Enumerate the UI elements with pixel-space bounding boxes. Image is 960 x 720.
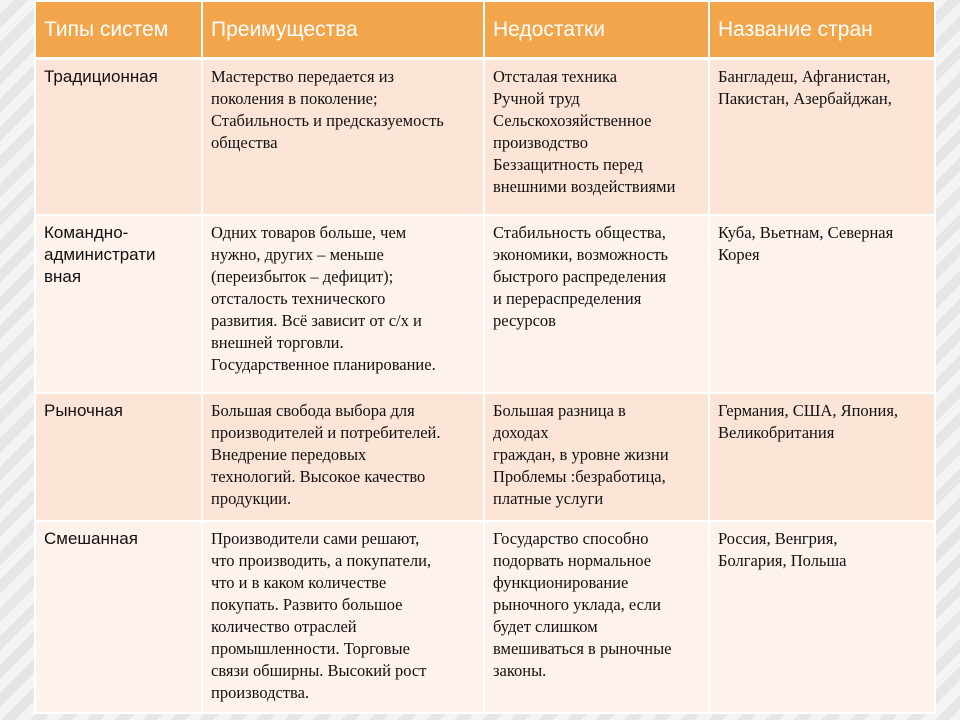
cell-countries: [709, 59, 935, 216]
cell-line: Одних товаров больше, чем: [211, 223, 407, 242]
cell-line: количество отраслей: [211, 617, 357, 636]
cell-line: подорвать нормальное: [493, 551, 652, 570]
cell-line: Рыночная: [44, 401, 123, 420]
table-row: [35, 521, 935, 713]
cell-line: доходах: [493, 423, 549, 442]
cell-line: вмешиваться в рыночные: [493, 639, 672, 658]
cell-line: промышленности. Торговые: [211, 639, 410, 658]
cell-line: Корея: [718, 245, 760, 264]
table-row: [35, 393, 935, 521]
cell-line: что производить, а покупатели,: [211, 551, 432, 570]
cell-line: Сельскохозяйственное: [493, 111, 652, 130]
cell-line: производства.: [211, 683, 310, 702]
cell-line: рыночного уклада, если: [493, 595, 662, 614]
cell-line: внешней торговли.: [211, 333, 344, 352]
cell-advantages: [202, 521, 484, 713]
cell-line: экономики, возможность: [493, 245, 669, 264]
cell-line: общества: [211, 133, 278, 152]
cell-system-type: [35, 521, 202, 713]
cell-line: производителей и потребителей.: [211, 423, 441, 442]
cell-line: Внедрение передовых: [211, 445, 367, 464]
cell-disadvantages: [484, 59, 709, 216]
cell-line: администрати: [44, 245, 156, 264]
table-row: [35, 59, 935, 216]
cell-advantages: [202, 215, 484, 393]
cell-line: Пакистан, Азербайджан,: [718, 89, 892, 108]
cell-line: Стабильность общества,: [493, 223, 666, 242]
cell-line: будет слишком: [493, 617, 598, 636]
cell-line: функционирование: [493, 573, 629, 592]
cell-line: Государство способно: [493, 529, 649, 548]
economic-systems-table: [34, 0, 936, 714]
cell-system-type: [35, 215, 202, 393]
cell-countries: [709, 521, 935, 713]
cell-line: поколения в поколение;: [211, 89, 378, 108]
cell-advantages: [202, 393, 484, 521]
cell-line: нужно, других – меньше: [211, 245, 384, 264]
cell-line: вная: [44, 267, 82, 286]
cell-line: развития. Всё зависит от с/х и: [211, 311, 422, 330]
cell-line: покупать. Развито большое: [211, 595, 403, 614]
cell-line: платные услуги: [493, 489, 604, 508]
cell-system-type: [35, 393, 202, 521]
cell-line: Отсталая техника: [493, 67, 618, 86]
cell-line: Традиционная: [44, 67, 158, 86]
table-row: [35, 215, 935, 393]
header-disadvantages: Недостатки: [484, 1, 709, 59]
header-system-types: Типы систем: [35, 1, 202, 59]
cell-line: Производители сами решают,: [211, 529, 420, 548]
cell-line: Ручной труд: [493, 89, 580, 108]
cell-line: Великобритания: [718, 423, 835, 442]
cell-disadvantages: [484, 215, 709, 393]
cell-line: законы.: [493, 661, 547, 680]
cell-line: ресурсов: [493, 311, 556, 330]
cell-line: и перераспределения: [493, 289, 642, 308]
cell-disadvantages: [484, 393, 709, 521]
cell-line: (переизбыток – дефицит);: [211, 267, 394, 286]
cell-advantages: [202, 59, 484, 216]
cell-line: граждан, в уровне жизни: [493, 445, 669, 464]
cell-line: Стабильность и предсказуемость: [211, 111, 444, 130]
cell-line: технологий. Высокое качество: [211, 467, 426, 486]
cell-countries: [709, 215, 935, 393]
cell-line: продукции.: [211, 489, 292, 508]
cell-line: Государственное планирование.: [211, 355, 436, 374]
cell-countries: [709, 393, 935, 521]
cell-system-type: [35, 59, 202, 216]
cell-line: Смешанная: [44, 529, 138, 548]
cell-line: что и в каком количестве: [211, 573, 387, 592]
cell-line: внешними воздействиями: [493, 177, 676, 196]
cell-line: производство: [493, 133, 588, 152]
cell-line: Бангладеш, Афганистан,: [718, 67, 891, 86]
cell-line: Командно-: [44, 223, 129, 242]
cell-line: Болгария, Польша: [718, 551, 847, 570]
header-countries: Название стран: [709, 1, 935, 59]
cell-line: Беззащитность перед: [493, 155, 643, 174]
slide: [34, 0, 934, 706]
cell-disadvantages: [484, 521, 709, 713]
cell-line: отсталость технического: [211, 289, 386, 308]
table-header-row: [35, 1, 935, 59]
header-advantages: Преимущества: [202, 1, 484, 59]
cell-line: Куба, Вьетнам, Северная: [718, 223, 894, 242]
cell-line: Россия, Венгрия,: [718, 529, 838, 548]
cell-line: Германия, США, Япония,: [718, 401, 899, 420]
cell-line: Большая свобода выбора для: [211, 401, 415, 420]
cell-line: связи обширны. Высокий рост: [211, 661, 427, 680]
cell-line: Проблемы :безработица,: [493, 467, 666, 486]
cell-line: Мастерство передается из: [211, 67, 395, 86]
cell-line: быстрого распределения: [493, 267, 667, 286]
cell-line: Большая разница в: [493, 401, 626, 420]
